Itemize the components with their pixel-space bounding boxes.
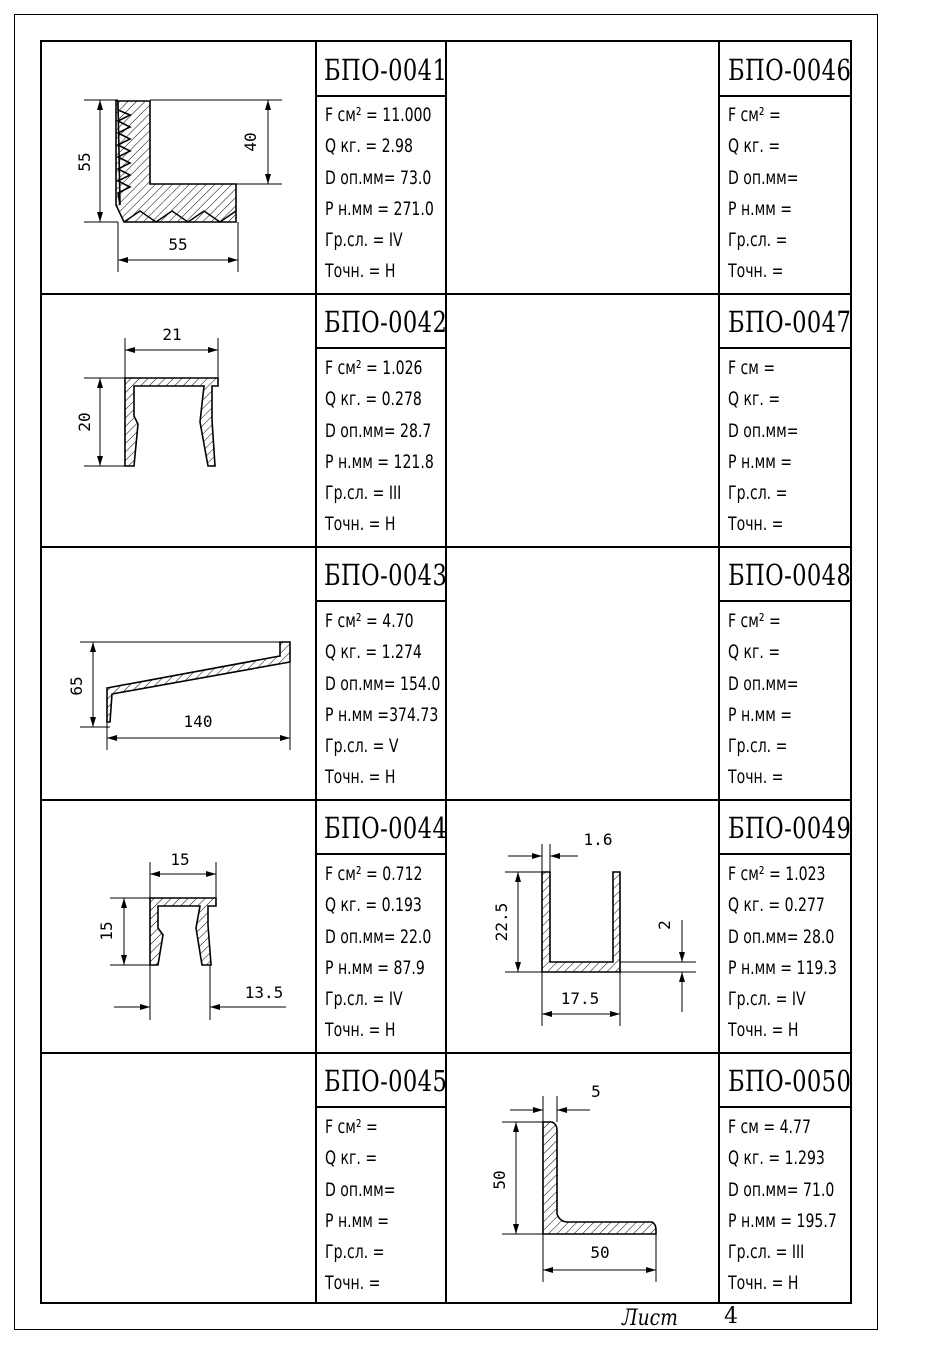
- prop-precision: Точн. = Н: [728, 1019, 799, 1042]
- prop-weight: Q кг. = 0.193: [325, 894, 422, 917]
- prop-perimeter: P н.мм = 195.7: [728, 1209, 837, 1232]
- prop-perimeter: P н.мм = 87.9: [325, 956, 425, 979]
- prop-complexity-group: Гр.сл. = V: [325, 735, 399, 758]
- dim-label: 5: [591, 1082, 601, 1101]
- dim-label: 21: [162, 325, 182, 344]
- profile-code: БПО-0049: [728, 811, 852, 845]
- prop-diameter: D оп.мм=: [728, 419, 799, 442]
- prop-complexity-group: Гр.сл. =: [325, 1241, 385, 1264]
- prop-area: F см² =: [728, 104, 781, 126]
- prop-weight: Q кг. = 2.98: [325, 135, 413, 158]
- prop-complexity-group: Гр.сл. = IV: [728, 988, 806, 1011]
- prop-weight: Q кг. =: [325, 1147, 378, 1170]
- profile-code: БПО-0042: [324, 305, 448, 339]
- dim-label: 55: [168, 235, 188, 254]
- dim-label: 13.5: [244, 983, 284, 1002]
- prop-precision: Точн. =: [325, 1272, 381, 1295]
- prop-diameter: D оп.мм= 22.0: [325, 925, 432, 948]
- prop-diameter: D оп.мм= 28.7: [325, 419, 432, 442]
- profile-0050-shape: [543, 1122, 656, 1234]
- prop-area: F см = 4.77: [728, 1116, 811, 1138]
- prop-precision: Точн. = Н: [325, 513, 396, 536]
- prop-area: F см² =: [728, 610, 781, 632]
- prop-weight: Q кг. =: [728, 135, 781, 158]
- dim-label: 15: [170, 850, 190, 869]
- prop-weight: Q кг. =: [728, 388, 781, 411]
- profile-code: БПО-0045: [324, 1064, 448, 1098]
- profile-code: БПО-0048: [728, 558, 852, 592]
- prop-precision: Точн. =: [728, 260, 784, 283]
- prop-perimeter: P н.мм = 271.0: [325, 197, 434, 220]
- prop-complexity-group: Гр.сл. = III: [325, 482, 402, 505]
- prop-diameter: D оп.мм= 154.0: [325, 672, 441, 695]
- prop-diameter: D оп.мм= 73.0: [325, 166, 432, 189]
- prop-area: F см =: [728, 357, 776, 379]
- prop-perimeter: P н.мм = 121.8: [325, 450, 434, 473]
- profile-code: БПО-0041: [324, 53, 448, 87]
- profile-code: БПО-0047: [728, 305, 852, 339]
- dim-label: 2: [655, 920, 674, 930]
- prop-diameter: D оп.мм=: [728, 672, 799, 695]
- prop-diameter: D оп.мм= 71.0: [728, 1178, 835, 1201]
- sheet-label: Лист: [622, 1306, 678, 1331]
- profile-code: БПО-0044: [324, 811, 448, 845]
- prop-complexity-group: Гр.сл. =: [728, 229, 788, 252]
- dim-label: 50: [490, 1170, 509, 1190]
- dim-label: 140: [183, 712, 213, 731]
- prop-perimeter: P н.мм =: [325, 1209, 390, 1232]
- prop-diameter: D оп.мм= 28.0: [728, 925, 835, 948]
- prop-area: F см² =: [325, 1116, 378, 1138]
- dim-label: 17.5: [560, 989, 600, 1008]
- prop-perimeter: P н.мм =: [728, 197, 793, 220]
- prop-precision: Точн. = Н: [728, 1272, 799, 1295]
- prop-weight: Q кг. =: [728, 641, 781, 664]
- prop-weight: Q кг. = 1.293: [728, 1147, 825, 1170]
- prop-area: F см² = 4.70: [325, 610, 414, 632]
- prop-weight: Q кг. = 0.278: [325, 388, 422, 411]
- dim-label: 65: [67, 676, 86, 696]
- prop-precision: Точн. = Н: [325, 766, 396, 789]
- prop-weight: Q кг. = 0.277: [728, 894, 825, 917]
- prop-perimeter: P н.мм =: [728, 450, 793, 473]
- dim-label: 40: [241, 132, 260, 152]
- prop-precision: Точн. = Н: [325, 260, 396, 283]
- dim-label: 1.6: [583, 830, 613, 849]
- prop-perimeter: P н.мм =374.73: [325, 703, 439, 726]
- prop-complexity-group: Гр.сл. = III: [728, 1241, 805, 1264]
- prop-complexity-group: Гр.сл. = IV: [325, 988, 403, 1011]
- prop-precision: Точн. =: [728, 766, 784, 789]
- prop-area: F см² = 0.712: [325, 863, 423, 885]
- prop-area: F см² = 1.023: [728, 863, 826, 885]
- prop-diameter: D оп.мм=: [325, 1178, 396, 1201]
- prop-diameter: D оп.мм=: [728, 166, 799, 189]
- prop-area: F см² = 1.026: [325, 357, 423, 379]
- prop-complexity-group: Гр.сл. = IV: [325, 229, 403, 252]
- dim-label: 15: [97, 921, 116, 941]
- prop-precision: Точн. =: [728, 513, 784, 536]
- prop-complexity-group: Гр.сл. =: [728, 735, 788, 758]
- dim-label: 22.5: [492, 902, 511, 942]
- prop-perimeter: P н.мм = 119.3: [728, 956, 837, 979]
- prop-weight: Q кг. = 1.274: [325, 641, 422, 664]
- prop-perimeter: P н.мм =: [728, 703, 793, 726]
- prop-complexity-group: Гр.сл. =: [728, 482, 788, 505]
- profile-code: БПО-0046: [728, 53, 852, 87]
- sheet-number: 4: [724, 1304, 738, 1329]
- profile-code: БПО-0043: [324, 558, 448, 592]
- dim-label: 20: [75, 412, 94, 432]
- dim-label: 50: [590, 1243, 610, 1262]
- profile-code: БПО-0050: [728, 1064, 852, 1098]
- prop-precision: Точн. = Н: [325, 1019, 396, 1042]
- prop-area: F см² = 11.000: [325, 104, 432, 126]
- dim-label: 55: [75, 152, 94, 172]
